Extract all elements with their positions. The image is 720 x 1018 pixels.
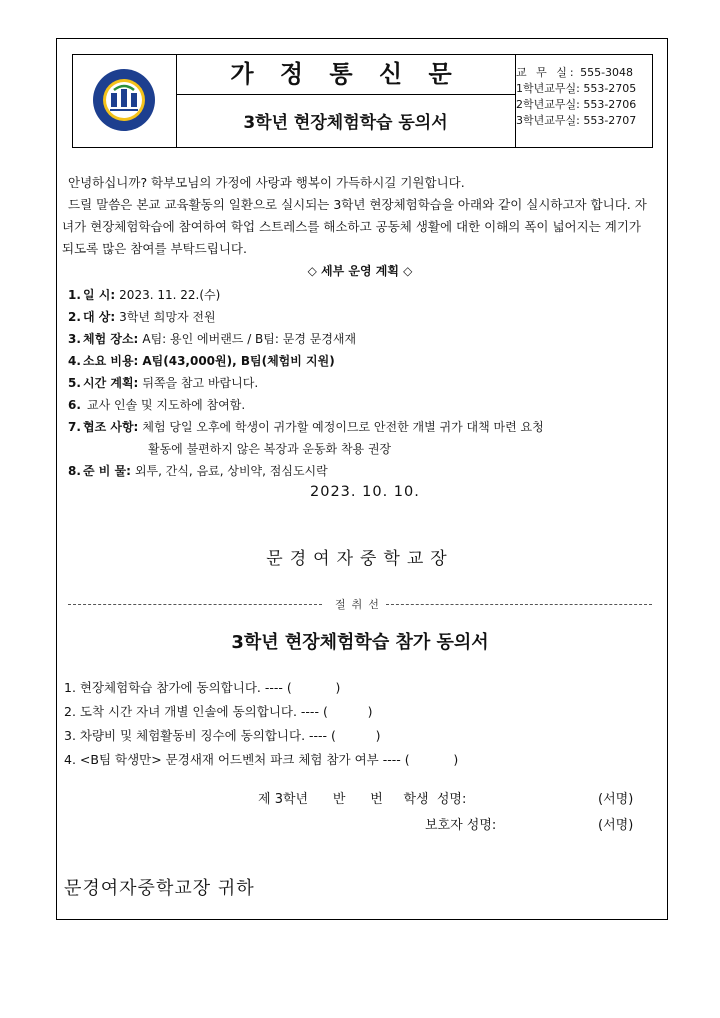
consent-checkbox[interactable]: ( ): [331, 728, 381, 743]
contact-row: 1학년교무실: 553-2705: [516, 82, 637, 95]
cut-label: 절취선: [335, 598, 385, 611]
plan-item-date: 1. 일 시: 2023. 11. 22.(수): [68, 288, 221, 302]
parent-name-line[interactable]: 보호자 성명:: [425, 818, 497, 833]
intro-text: [62, 172, 656, 260]
consent-item: 2. 도착 시간 자녀 개별 인솔에 동의합니다. ---- ( ): [64, 700, 654, 724]
contact-row: 3학년교무실: 553-2707: [516, 114, 637, 127]
plan-item-location: 3. 체험 장소: A팀: 용인 에버랜드 / B팀: 문경 문경새재: [68, 332, 357, 346]
consent-item: 1. 현장체험학습 참가에 동의합니다. ---- ( ): [64, 676, 654, 700]
contact-row: 교 무 실: 555-3048: [516, 66, 634, 79]
cut-line: [68, 596, 652, 612]
consent-checkbox[interactable]: ( ): [322, 704, 373, 719]
contact-row: 2학년교무실: 553-2706: [516, 98, 637, 111]
principal-signature: 문경여자중학교장: [266, 549, 454, 569]
plan-item-target: 2. 대 상: 3학년 희망자 전원: [68, 310, 216, 324]
document-subtitle: 3학년 현장체험학습 동의서: [243, 113, 448, 133]
plan-item-cost: 4. 소요 비용: A팀(43,000원), B팀(체험비 지원): [68, 354, 335, 368]
school-emblem-icon: [92, 68, 156, 132]
plan-section-title: ◇ 세부 운영 계획 ◇: [307, 264, 413, 278]
student-name-line[interactable]: 제 3학년 반 번 학생 성명:: [258, 792, 467, 807]
issue-date: 2023. 10. 10.: [310, 484, 420, 500]
newsletter-title: 가 정 통 신 문: [176, 55, 515, 95]
plan-item-supervision: 6. 교사 인솔 및 지도하에 참여함.: [68, 398, 246, 412]
addressee-footer: 문경여자중학교장 귀하: [64, 878, 255, 899]
consent-checkbox[interactable]: ( ): [286, 680, 341, 695]
consent-item: 3. 차량비 및 체험활동비 징수에 동의합니다. ---- ( ): [64, 724, 654, 748]
title-cell: [176, 55, 516, 147]
intro-body: 드릴 말씀은 본교 교육활동의 일환으로 실시되는 3학년 현장체험학습을 아래와 같이 실시하고자 합니다. 자녀가 현장체험학습에 참여하여 학업 스트레스를 해소하고 공동체 생활에 대한 이해의 폭이 넓어지는 계기가 되도록 많은 참여를 부탁드립니다.: [62, 197, 647, 256]
consent-checkbox[interactable]: ( ): [404, 752, 459, 767]
student-seal: (서명): [598, 792, 634, 807]
contact-list: [516, 65, 652, 129]
intro-greeting: 안녕하십니까? 학부모님의 가정에 사랑과 행복이 가득하시길 기원합니다.: [68, 175, 465, 190]
plan-list: [68, 284, 658, 482]
plan-item-cooperation: 7. 협조 사항: 체험 당일 오후에 학생이 귀가할 예정이므로 안전한 개별 귀가 대책 마련 요청: [68, 420, 544, 434]
parent-seal: (서명): [598, 818, 634, 833]
header-table: [72, 54, 653, 148]
consent-list: [64, 676, 654, 772]
plan-item-supplies: 8. 준 비 물: 외투, 간식, 음료, 상비약, 점심도시락: [68, 464, 328, 478]
consent-form-title: 3학년 현장체험학습 참가 동의서: [231, 632, 489, 653]
logo-cell: [73, 55, 177, 147]
consent-item: 4. <B팀 학생만> 문경새재 어드벤처 파크 체험 참가 여부 ---- ( ): [64, 748, 654, 772]
plan-item-cooperation-continued: 활동에 불편하지 않은 복장과 운동화 착용 권장: [148, 442, 392, 456]
plan-item-schedule: 5. 시간 계획: 뒤쪽을 참고 바랍니다.: [68, 376, 259, 390]
